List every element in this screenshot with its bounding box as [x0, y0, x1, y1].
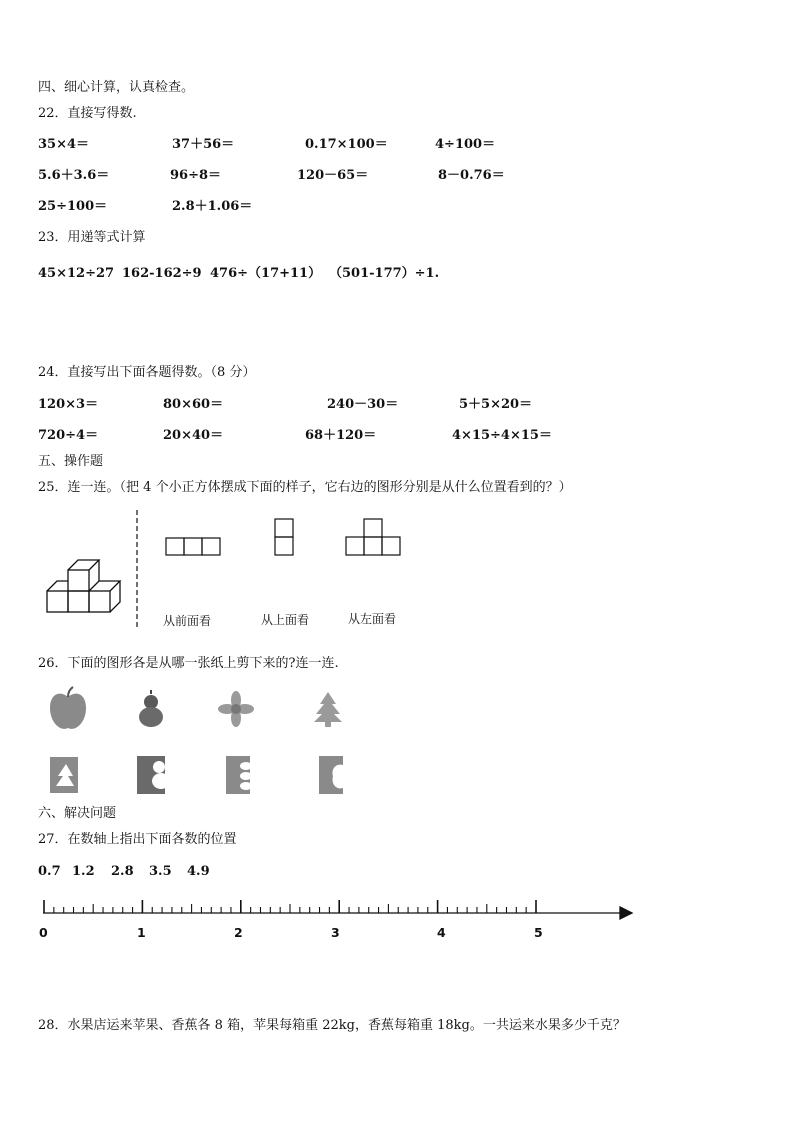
q22-item: 8－0.76＝: [438, 168, 505, 183]
q24-item: 20×40＝: [163, 428, 224, 443]
q24-item: 240－30＝: [327, 397, 399, 412]
q24-item: 80×60＝: [163, 397, 224, 412]
q22-item: 2.8＋1.06＝: [172, 199, 253, 214]
gourd-cut-paper: [137, 756, 170, 794]
q22-item: 37＋56＝: [172, 137, 235, 152]
q22-item: 96÷8＝: [170, 168, 222, 183]
section-4-heading: 四、细心计算，认真检查。: [38, 80, 195, 95]
axis-label: 0: [39, 925, 48, 940]
axis-label: 1: [137, 925, 146, 940]
q22-item: 5.6＋3.6＝: [38, 168, 110, 183]
axis-label: 3: [331, 925, 340, 940]
q24-item: 5＋5×20＝: [459, 397, 533, 412]
q22-item: 0.17×100＝: [305, 137, 388, 152]
gourd-shape: [139, 690, 163, 727]
q27-number: 3.5: [149, 864, 172, 879]
q23-title: 23．用递等式计算: [38, 230, 146, 245]
axis-label: 2: [234, 925, 243, 940]
flower-shape: [218, 691, 254, 727]
view-label-top: 从上面看: [261, 613, 310, 627]
q27-title: 27．在数轴上指出下面各数的位置: [38, 832, 237, 847]
q27-number: 2.8: [111, 864, 134, 879]
tree-shape: [314, 692, 342, 727]
q23-item: （501-177）÷1.: [329, 266, 440, 281]
q23-item: 162-162÷9: [122, 266, 202, 281]
q23-item: 45×12÷27: [38, 266, 115, 281]
cube-stack-figure: [47, 560, 120, 612]
q22-item: 4÷100＝: [435, 137, 496, 152]
q25-title: 25．连一连。（把 4 个小正方体摆成下面的样子，它右边的图形分别是从什么位置看到的？）: [38, 480, 572, 495]
section-6-heading: 六、解决问题: [38, 806, 117, 821]
apple-shape: [50, 687, 86, 729]
left-view-figure: [346, 519, 400, 555]
q23-item: 476÷（17+11）: [210, 266, 322, 281]
q27-number: 0.7: [38, 864, 61, 879]
q22-item: 25÷100＝: [38, 199, 108, 214]
axis-label: 4: [437, 925, 446, 940]
view-label-front: 从前面看: [163, 614, 212, 628]
top-view-figure: [275, 519, 293, 555]
q22-title: 22．直接写得数.: [38, 106, 137, 121]
number-line: [43, 900, 632, 919]
q26-title: 26．下面的图形各是从哪一张纸上剪下来的?连一连.: [38, 656, 339, 671]
q22-item: 35×4＝: [38, 137, 90, 152]
q27-number: 4.9: [187, 864, 210, 879]
front-view-figure: [166, 538, 220, 555]
q24-title: 24．直接写出下面各题得数。（8 分）: [38, 365, 256, 380]
q28-title: 28．水果店运来苹果、香蕉各 8 箱，苹果每箱重 22kg，香蕉每箱重 18kg。一共运来水果多少千克？: [38, 1018, 626, 1033]
apple-cut-paper: [319, 756, 343, 794]
q24-item: 120×3＝: [38, 397, 99, 412]
q24-item: 720÷4＝: [38, 428, 99, 443]
q27-number: 1.2: [72, 864, 95, 879]
axis-label: 5: [534, 925, 543, 940]
view-label-left: 从左面看: [348, 612, 397, 626]
q24-item: 68＋120＝: [305, 428, 377, 443]
tree-cut-paper: [50, 757, 78, 793]
flower-cut-paper: [226, 756, 252, 794]
section-5-heading: 五、操作题: [38, 454, 104, 469]
q24-item: 4×15÷4×15＝: [452, 428, 552, 443]
q22-item: 120－65＝: [297, 168, 369, 183]
